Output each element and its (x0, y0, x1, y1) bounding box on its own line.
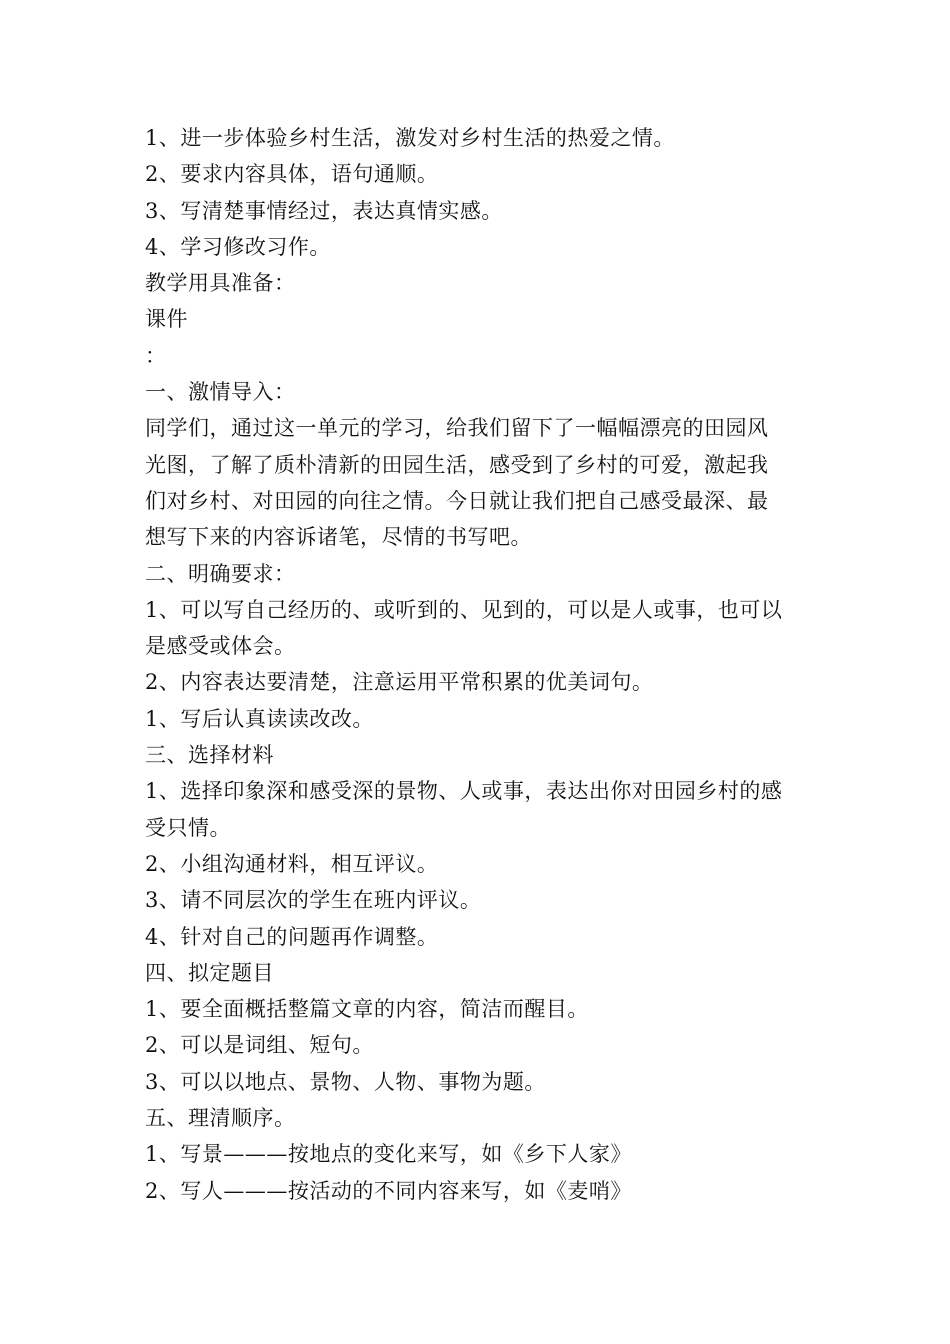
title-step-2: 2、可以是词组、短句。 (145, 1033, 374, 1058)
order-step-2: 2、写人———按活动的不同内容来写，如《麦哨》 (145, 1178, 632, 1203)
intro-line-3: 们对乡村、对田园的向往之情。今日就让我们把自己感受最深、最 (145, 488, 769, 513)
section-2-heading: 二、明确要求： (145, 561, 296, 586)
section-3-heading: 三、选择材料 (145, 743, 274, 768)
intro-line-2: 光图，了解了质朴清新的田园生活，感受到了乡村的可爱，激起我 (145, 452, 769, 477)
material-step-4: 4、针对自己的问题再作调整。 (145, 924, 439, 949)
objective-1: 1、进一步体验乡村生活，激发对乡村生活的热爱之情。 (145, 126, 675, 150)
materials-value: 课件 (145, 307, 188, 332)
title-step-3: 3、可以以地点、景物、人物、事物为题。 (145, 1069, 546, 1094)
section-5-heading: 五、理清顺序。 (145, 1106, 296, 1131)
section-1-heading: 一、激情导入： (145, 380, 296, 405)
objective-3: 3、写清楚事情经过，表达真情实感。 (145, 198, 503, 223)
intro-line-1: 同学们，通过这一单元的学习，给我们留下了一幅幅漂亮的田园风 (145, 416, 769, 441)
order-step-1: 1、写景———按地点的变化来写，如《乡下人家》 (145, 1142, 632, 1167)
requirement-2: 2、内容表达要清楚，注意运用平常积累的优美词句。 (145, 670, 654, 695)
materials-heading: 教学用具准备： (145, 271, 296, 296)
objective-4: 4、学习修改习作。 (145, 234, 331, 259)
section-4-heading: 四、拟定题目 (145, 960, 274, 985)
material-step-1-line-1: 1、选择印象深和感受深的景物、人或事，表达出你对田园乡村的感 (145, 779, 783, 804)
requirement-3: 1、写后认真读读改改。 (145, 706, 374, 731)
requirement-1-line-2: 是感受或体会。 (145, 634, 296, 659)
material-step-2: 2、小组沟通材料，相互评议。 (145, 851, 439, 876)
requirement-1-line-1: 1、可以写自己经历的、或听到的、见到的，可以是人或事，也可以 (145, 597, 783, 622)
document-body (145, 120, 810, 1209)
colon-line: ： (145, 343, 167, 368)
material-step-1-line-2: 受只情。 (145, 815, 231, 840)
intro-line-4: 想写下来的内容诉诸笔，尽情的书写吧。 (145, 525, 532, 550)
objective-2: 2、要求内容具体，语句通顺。 (145, 162, 439, 187)
title-step-1: 1、要全面概括整篇文章的内容，简洁而醒目。 (145, 997, 589, 1022)
material-step-3: 3、请不同层次的学生在班内评议。 (145, 888, 482, 913)
